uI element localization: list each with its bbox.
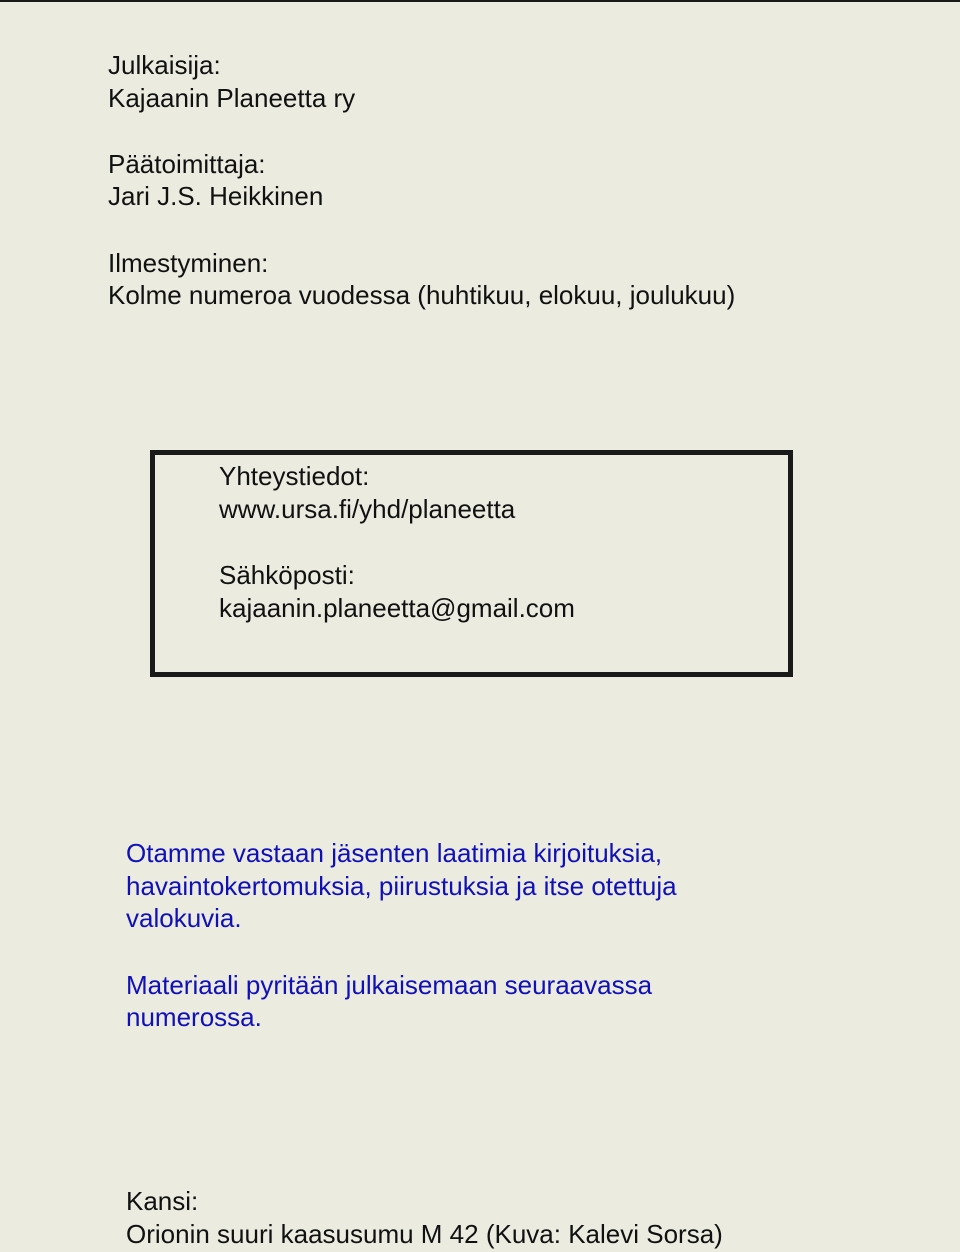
- cover-label: Kansi:: [126, 1186, 199, 1216]
- cover-value: Orionin suuri kaasusumu M 42 (Kuva: Kalevi Sorsa): [126, 1219, 723, 1249]
- contact-label: Yhteystiedot:: [219, 461, 370, 491]
- publisher-value: Kajaanin Planeetta ry: [108, 83, 356, 113]
- schedule-label: Ilmestyminen:: [108, 248, 269, 278]
- submissions-line-3: valokuvia.: [126, 903, 242, 933]
- top-rule: [0, 0, 960, 2]
- contact-website-link[interactable]: www.ursa.fi/yhd/planeetta: [219, 494, 516, 524]
- submissions-line-1: Otamme vastaan jäsenten laatimia kirjoituksia,: [126, 838, 663, 868]
- editor-value: Jari J.S. Heikkinen: [108, 181, 324, 211]
- submissions-note-line-2: numerossa.: [126, 1002, 262, 1032]
- editor-label: Päätoimittaja:: [108, 149, 266, 179]
- publisher-label: Julkaisija:: [108, 50, 221, 80]
- schedule-value: Kolme numeroa vuodessa (huhtikuu, elokuu, joulukuu): [108, 280, 736, 310]
- submissions-note-line-1: Materiaali pyritään julkaisemaan seuraavassa: [126, 970, 653, 1000]
- email-label: Sähköposti:: [219, 560, 355, 590]
- email-link[interactable]: kajaanin.planeetta@gmail.com: [219, 593, 575, 623]
- submissions-line-2: havaintokertomuksia, piirustuksia ja itse otettuja: [126, 871, 677, 901]
